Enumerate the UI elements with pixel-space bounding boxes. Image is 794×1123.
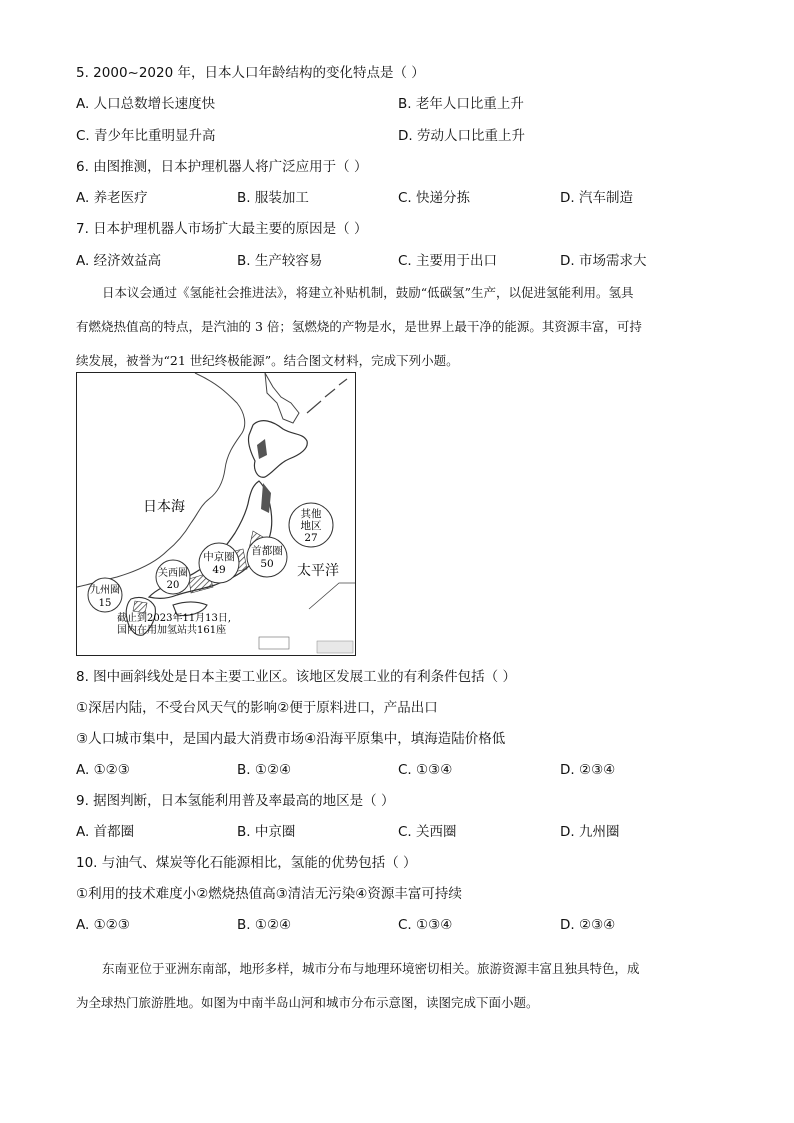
q7-option-a: A. 经济效益高 xyxy=(76,253,162,269)
region-circle-kyushu xyxy=(88,578,122,612)
hokkaido-outline xyxy=(248,421,307,478)
q5-stem: 5. 2000~2020 年，日本人口年龄结构的变化特点是（ ） xyxy=(76,65,425,81)
q6-option-a: A. 养老医疗 xyxy=(76,190,148,206)
region-other-line1: 其他 xyxy=(300,508,322,520)
scale-box xyxy=(259,637,289,649)
q6-stem: 6. 由图推测，日本护理机器人将广泛应用于（ ） xyxy=(76,159,368,175)
q8-stem: 8. 图中画斜线处是日本主要工业区。该地区发展工业的有利条件包括（ ） xyxy=(76,669,516,685)
q8-option-c: C. ①③④ xyxy=(398,762,453,778)
q8-statement-2: ③人口城市集中，是国内最大消费市场④沿海平原集中，填海造陆价格低 xyxy=(76,731,506,747)
hokkaido-hatch xyxy=(257,439,267,459)
region-circle-shutoken xyxy=(247,537,287,577)
q5-option-a: A. 人口总数增长速度快 xyxy=(76,96,216,112)
japan-hydrogen-map xyxy=(76,372,356,656)
q10-option-a: A. ①②③ xyxy=(76,917,130,933)
map-note-line2: 国内在用加氢站共161座 xyxy=(117,625,227,636)
region-kyushu-value: 15 xyxy=(98,598,112,609)
q6-option-c: C. 快递分拣 xyxy=(398,190,471,206)
q7-stem: 7. 日本护理机器人市场扩大最主要的原因是（ ） xyxy=(76,221,368,237)
q6-option-b: B. 服装加工 xyxy=(237,190,309,206)
region-shutoken-label: 首都圈 xyxy=(251,545,283,557)
region-chukyo-value: 49 xyxy=(212,564,226,576)
q5-option-b: B. 老年人口比重上升 xyxy=(398,96,524,112)
passage2-line1: 东南亚位于亚洲东南部，地形多样，城市分布与地理环境密切相关。旅游资源丰富且独具特色，成 xyxy=(102,961,640,976)
region-other-line2: 地区 xyxy=(300,520,322,532)
q9-stem: 9. 据图判断，日本氢能利用普及率最高的地区是（ ） xyxy=(76,793,395,809)
q9-option-b: B. 中京圈 xyxy=(237,824,296,840)
passage1-line2: 有燃烧热值高的特点，是汽油的 3 倍；氢燃烧的产物是水，是世界上最干净的能源。其资源丰富，可持 xyxy=(76,319,642,334)
q8-option-a: A. ①②③ xyxy=(76,762,130,778)
q7-option-d: D. 市场需求大 xyxy=(560,253,647,269)
q6-option-d: D. 汽车制造 xyxy=(560,190,633,206)
kuril-islands xyxy=(307,379,347,413)
passage1-line3: 续发展，被誉为“21 世纪终极能源”。结合图文材料，完成下列小题。 xyxy=(76,353,459,368)
region-chukyo-label: 中京圈 xyxy=(203,551,235,563)
q5-option-d: D. 劳动人口比重上升 xyxy=(398,128,525,144)
q9-option-c: C. 关西圈 xyxy=(398,824,457,840)
q10-option-d: D. ②③④ xyxy=(560,917,616,933)
kyushu-hatch xyxy=(133,601,147,613)
source-box xyxy=(317,641,353,653)
q9-option-d: D. 九州圈 xyxy=(560,824,620,840)
region-circle-other xyxy=(289,503,333,547)
q10-option-b: B. ①②④ xyxy=(237,917,292,933)
passage-hydrogen xyxy=(76,284,716,386)
tohoku-hatch xyxy=(261,483,271,513)
q9-option-a: A. 首都圈 xyxy=(76,824,135,840)
region-circle-kansai xyxy=(156,560,190,594)
q7-option-b: B. 生产较容易 xyxy=(237,253,323,269)
sakhalin-outline xyxy=(265,373,299,423)
q8-option-b: B. ①②④ xyxy=(237,762,292,778)
q10-statement: ①利用的技术难度小②燃烧热值高③清洁无污染④资源丰富可持续 xyxy=(76,886,462,902)
inset-frame xyxy=(309,583,355,609)
region-other-value: 27 xyxy=(304,532,318,544)
q10-stem: 10. 与油气、煤炭等化石能源相比，氢能的优势包括（ ） xyxy=(76,855,417,871)
passage2-line2: 为全球热门旅游胜地。如图为中南半岛山河和城市分布示意图，读图完成下面小题。 xyxy=(76,995,539,1010)
region-shutoken-value: 50 xyxy=(260,558,274,570)
region-kyushu-label: 九州圈 xyxy=(90,585,120,596)
q5-option-c: C. 青少年比重明显升高 xyxy=(76,128,216,144)
passage1-line1: 日本议会通过《氢能社会推进法》，将建立补贴机制，鼓励“低碳氢”生产，以促进氢能利用。氢具 xyxy=(102,285,634,300)
region-kansai-value: 20 xyxy=(166,580,180,591)
passage-southeast-asia xyxy=(76,960,716,1028)
q10-option-c: C. ①③④ xyxy=(398,917,453,933)
q8-statement-1: ①深居内陆，不受台风天气的影响②便于原料进口，产品出口 xyxy=(76,700,438,716)
region-circle-chukyo xyxy=(199,543,239,583)
ocean-label: 太平洋 xyxy=(297,563,339,579)
q8-option-d: D. ②③④ xyxy=(560,762,616,778)
region-kansai-label: 关西圈 xyxy=(158,568,188,579)
map-note-line1: 截止到2023年11月13日, xyxy=(117,613,232,624)
sea-label: 日本海 xyxy=(143,499,185,515)
q7-option-c: C. 主要用于出口 xyxy=(398,253,498,269)
